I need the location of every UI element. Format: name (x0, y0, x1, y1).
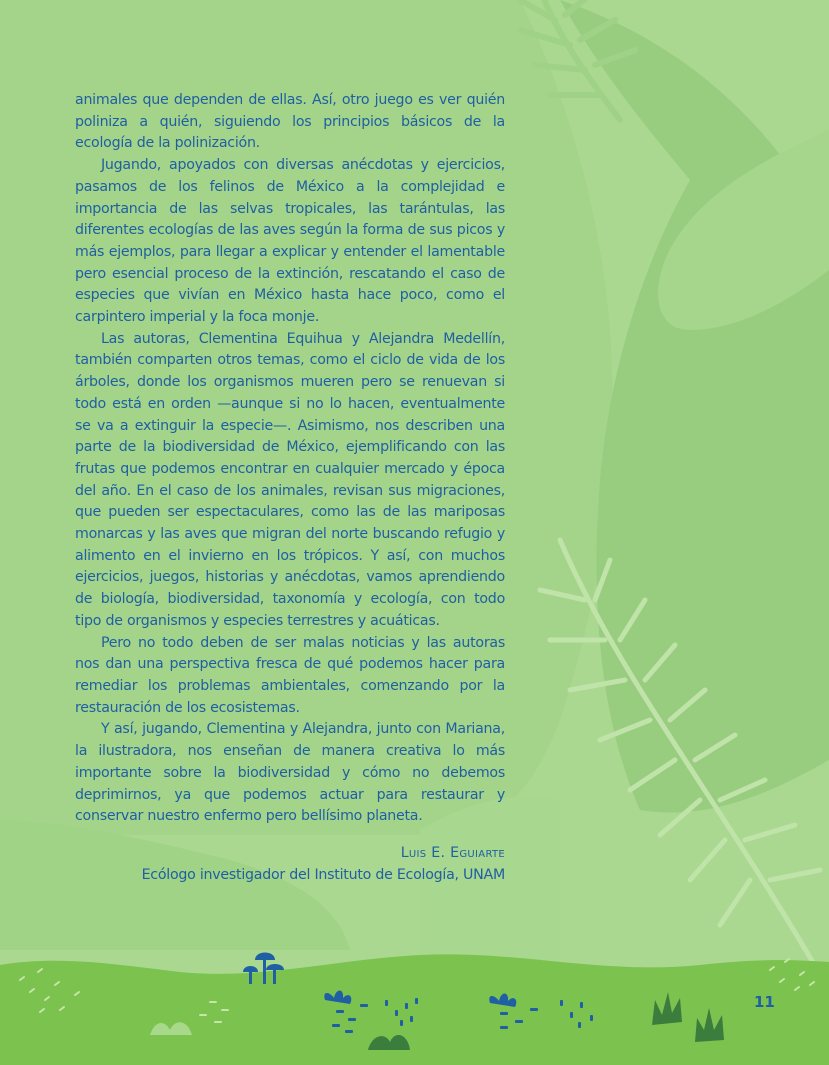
paragraph: Y así, jugando, Clementina y Alejandra, junto con Mariana, la ilustradora, nos enseñan de manera creativa lo más importante sobre la biodiversidad y cómo no debemos deprimirnos, ya que podemos actuar para restaurar y conservar nuestro enfermo pero bellísimo planeta. (75, 721, 505, 825)
paragraph: animales que dependen de ellas. Así, otro juego es ver quién poliniza a quién, siguiendo los principios básicos de la ecología de la polinización. (75, 92, 505, 152)
author-title: Ecólogo investigador del Instituto de Ecología, UNAM (141, 866, 505, 883)
paragraph: Pero no todo deben de ser malas noticias y las autoras nos dan una perspectiva fresca de qué podemos hacer para remediar los problemas ambientales, comenzando por la restauración de los ecosistemas. (75, 634, 505, 716)
paragraph: Jugando, apoyados con diversas anécdotas y ejercicios, pasamos de los felinos de México a la complejidad e importancia de las selvas tropicales, las tarántulas, las diferentes ecologías de las aves según la forma de sus picos y más ejemplos, para llegar a explicar y entender el lamentable pero esencial proceso de la extinción, rescatando el caso de especies que vivían en México hasta hace poco, como el carpintero imperial y la foca monje. (75, 157, 505, 326)
page-number: 11 (754, 993, 775, 1011)
main-text (75, 90, 505, 828)
ground-hill (0, 954, 829, 1065)
signature-block (142, 843, 505, 886)
paragraph: Las autoras, Clementina Equihua y Alejandra Medellín, también comparten otros temas, como el ciclo de vida de los árboles, donde los organismos mueren pero se renuevan si todo está en orden —aunque si no lo hacen, eventualmente se va a extinguir la especie—. Asimismo, nos describen una parte de la biodiversidad de México, ejemplificando con las frutas que podemos encontrar en cualquier mercado y época del año. En el caso de los animales, revisan sus migraciones, que pueden ser espectaculares, como las de las mariposas monarcas y las aves que migran del norte buscando refugio y alimento en el invierno en los trópicos. Y así, con muchos ejercicios, juegos, historias y anécdotas, vamos aprendiendo de biología, biodiversidad, taxonomía y ecología, con todo tipo de organismos y especies terrestres y acuáticas. (75, 330, 505, 629)
author-name: Luis E. Eguiarte (400, 845, 505, 861)
